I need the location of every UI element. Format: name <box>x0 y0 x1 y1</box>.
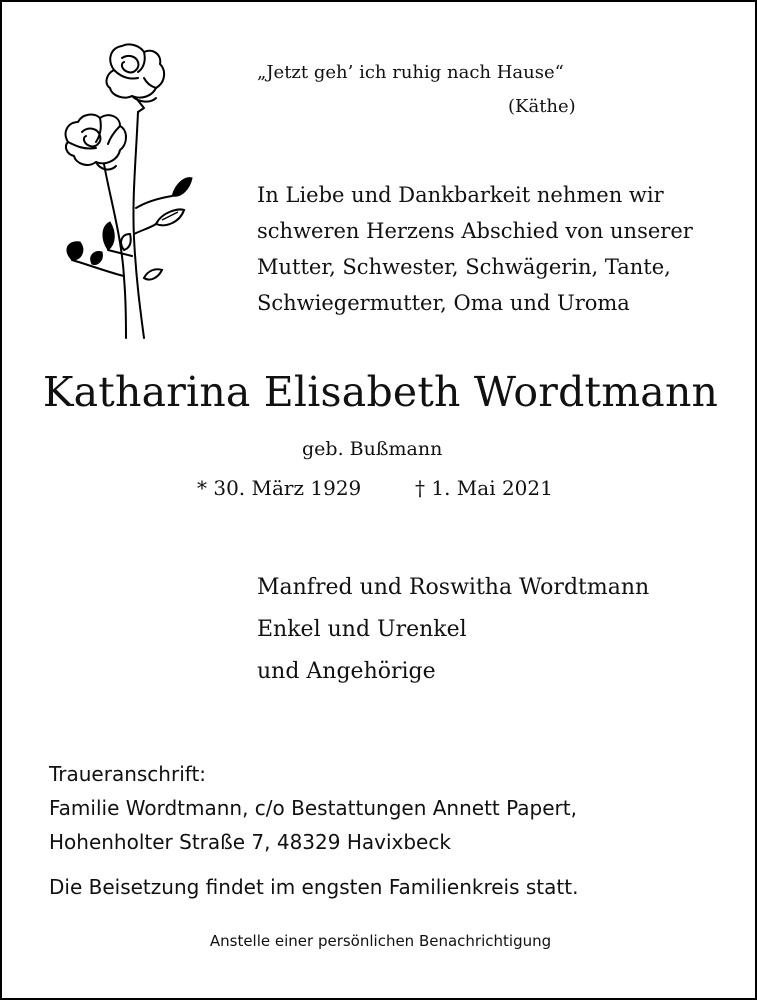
quote-text: „Jetzt geh’ ich ruhig nach Hause“ <box>257 62 564 83</box>
mourning-address <box>49 757 577 859</box>
mourner-line: Manfred und Roswitha Wordtmann <box>257 575 650 600</box>
intro-line: In Liebe und Dankbarkeit nehmen wir <box>257 183 664 207</box>
quote-author: (Käthe) <box>508 96 576 117</box>
rose-icon <box>52 38 202 348</box>
mourner-line: Enkel und Urenkel <box>257 617 467 642</box>
deceased-name: Katharina Elisabeth Wordtmann <box>42 368 719 416</box>
birth-date: * 30. März 1929 <box>197 476 362 500</box>
footnote: Anstelle einer persönlichen Benachrichtigung <box>209 932 552 950</box>
maiden-name: geb. Bußmann <box>302 438 443 460</box>
address-line: Hohenholter Straße 7, 48329 Havixbeck <box>49 830 451 854</box>
intro-line: schweren Herzens Abschied von unserer <box>257 219 693 243</box>
mourners-list <box>257 567 649 693</box>
intro-line: Mutter, Schwester, Schwägerin, Tante, <box>257 255 671 279</box>
address-line: Familie Wordtmann, c/o Bestattungen Annett Papert, <box>49 796 577 820</box>
intro-text <box>257 177 693 321</box>
burial-note: Die Beisetzung findet im engsten Familienkreis statt. <box>49 875 579 899</box>
mourner-line: und Angehörige <box>257 659 436 684</box>
death-date: † 1. Mai 2021 <box>415 476 553 500</box>
intro-line: Schwiegermutter, Oma und Uroma <box>257 291 630 315</box>
address-line: Traueranschrift: <box>49 762 207 786</box>
